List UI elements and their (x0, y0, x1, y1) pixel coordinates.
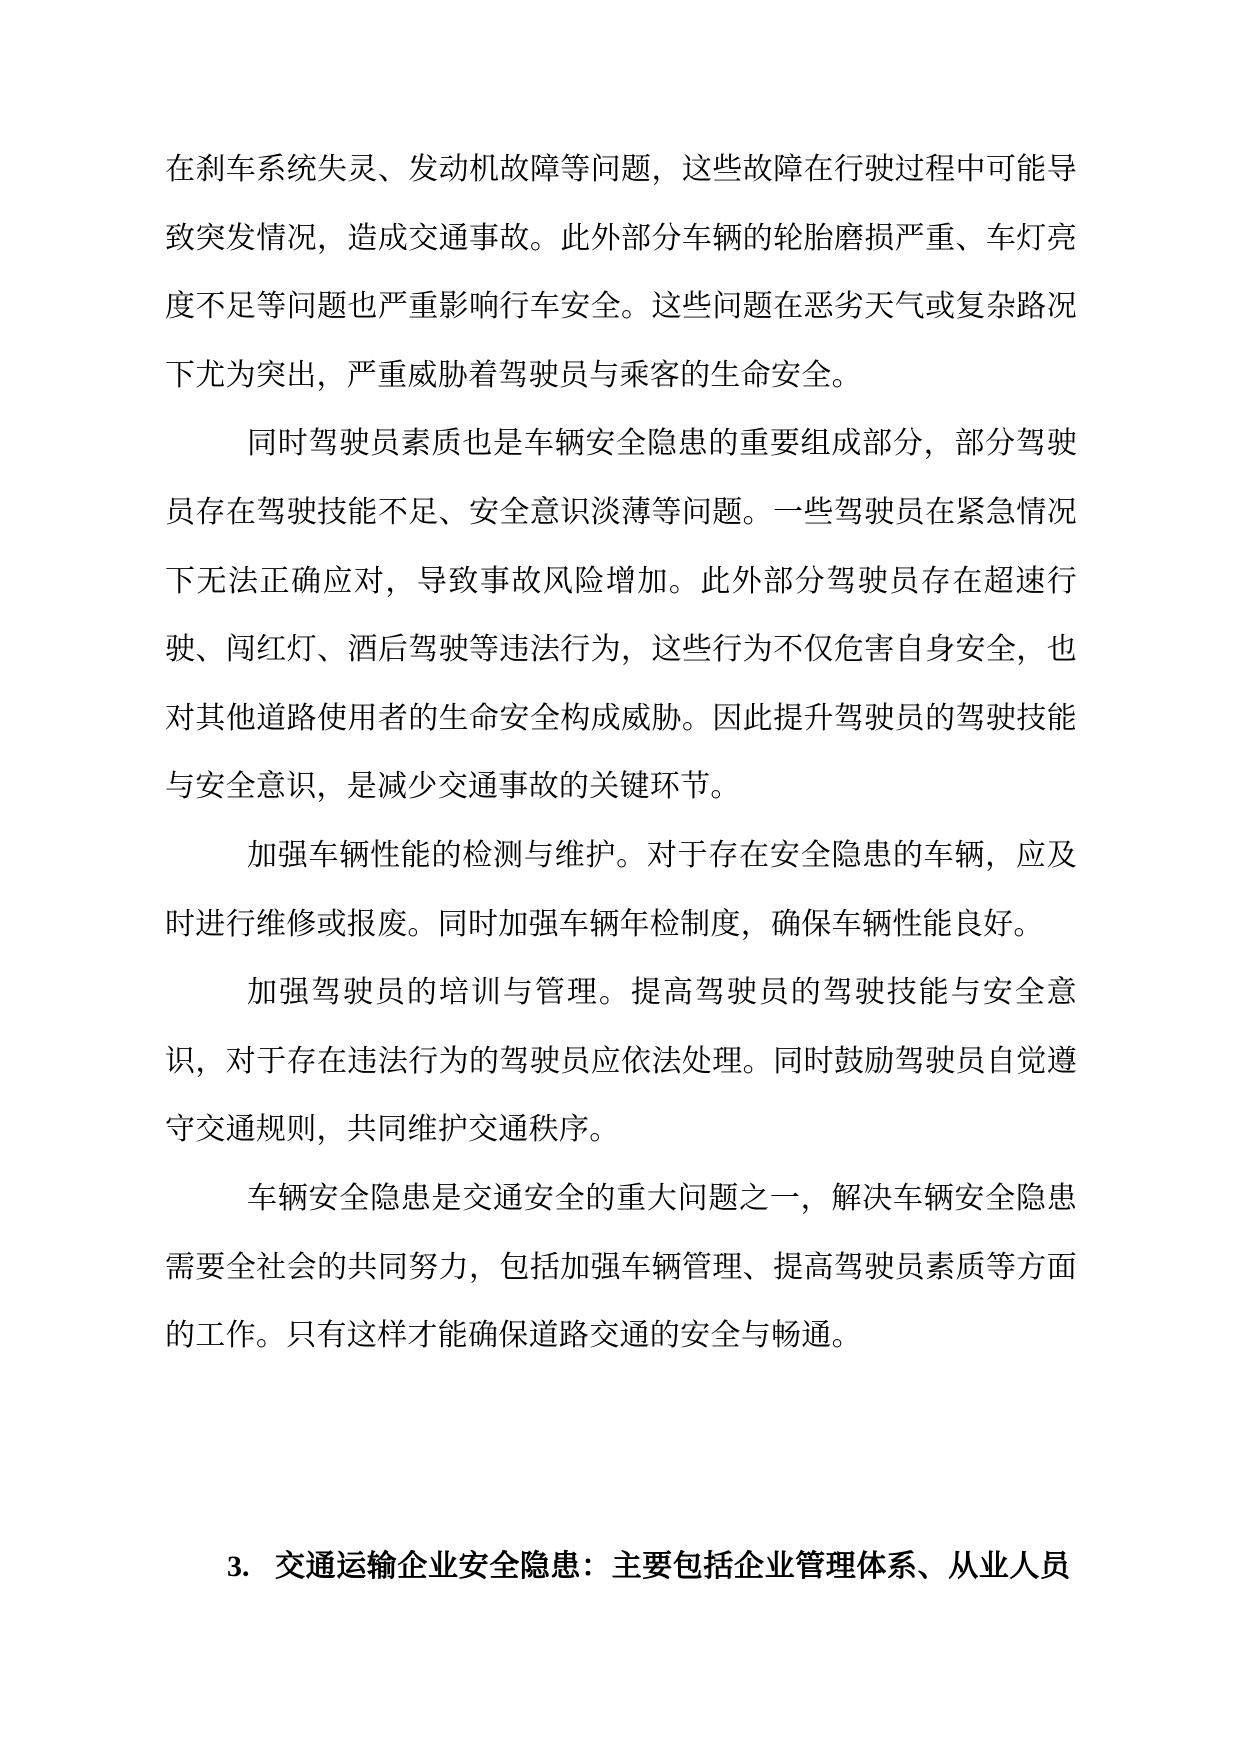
document-body (165, 136, 1077, 1601)
section-heading-text: 交通运输企业安全隐患：主要包括企业管理体系、从业人员 (275, 1549, 1071, 1583)
body-paragraph: 加强驾驶员的培训与管理。提高驾驶员的驾驶技能与安全意识，对于存在违法行为的驾驶员应依法处理。同时鼓励驾驶员自觉遵守交通规则，共同维护交通秩序。 (165, 976, 1077, 1147)
section-heading-number: 3. (227, 1549, 250, 1583)
body-paragraph: 车辆安全隐患是交通安全的重大问题之一，解决车辆安全隐患需要全社会的共同努力，包括加强车辆管理、提高驾驶员素质等方面的工作。只有这样才能确保道路交通的安全与畅通。 (165, 1181, 1077, 1353)
body-paragraph: 在刹车系统失灵、发动机故障等问题，这些故障在行驶过程中可能导致突发情况，造成交通事故。此外部分车辆的轮胎磨损严重、车灯亮度不足等问题也严重影响行车安全。这些问题在恶劣天气或复杂路况下尤为突出，严重威胁着驾驶员与乘客的生命安全。 (165, 153, 1077, 392)
body-paragraph: 同时驾驶员素质也是车辆安全隐患的重要组成部分，部分驾驶员存在驾驶技能不足、安全意识淡薄等问题。一些驾驶员在紧急情况下无法正确应对，导致事故风险增加。此外部分驾驶员存在超速行驶、闯红灯、酒后驾驶等违法行为，这些行为不仅危害自身安全，也对其他道路使用者的生命安全构成威胁。因此提升驾驶员的驾驶技能与安全意识，是减少交通事故的关键环节。 (165, 427, 1077, 804)
section-heading (165, 1533, 1077, 1602)
body-paragraph: 加强车辆性能的检测与维护。对于存在安全隐患的车辆，应及时进行维修或报废。同时加强车辆年检制度，确保车辆性能良好。 (165, 838, 1077, 941)
